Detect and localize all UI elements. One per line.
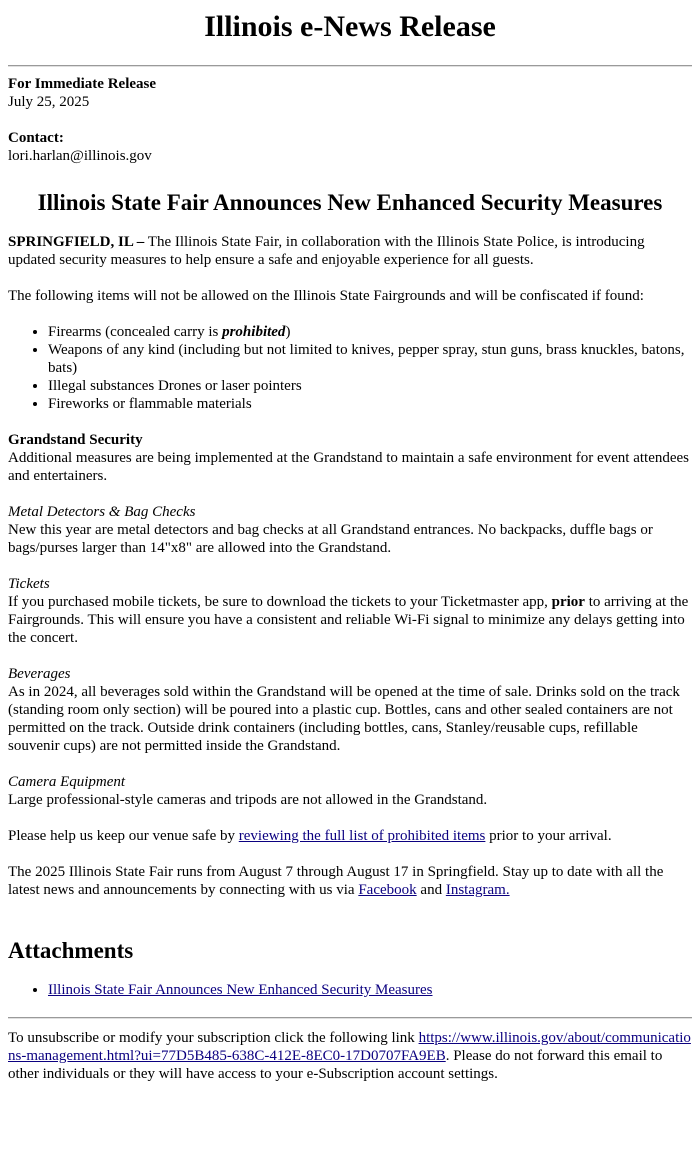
- intro-text: The Illinois State Fair, in collaboration with the Illinois State Police, is introducing updated security measures to help ensure a safe and enjoyable experience for all guests.: [8, 234, 645, 268]
- list-item-substances: • Illegal substances Drones or laser pointers: [48, 377, 692, 395]
- attachment-link[interactable]: Illinois State Fair Announces New Enhanced Security Measures: [48, 982, 433, 998]
- help-paragraph: Please help us keep our venue safe by reviewing the full list of prohibited items prior to your arrival.: [8, 828, 612, 844]
- release-label: For Immediate Release: [8, 76, 157, 92]
- beverages-text: As in 2024, all beverages sold within the Grandstand will be opened at the time of sale. Drinks sold on the track (standing room only section) will be poured into a plastic cup. Bottles, cans and other sealed containers are not permitted on the track. Outside drink containers (including bottles, cans, Stanley/reusable cups, refillable souvenir cups) are not permitted inside the Grandstand.: [8, 684, 680, 754]
- grandstand-title: Grandstand Security: [8, 432, 143, 448]
- prohibited-emphasis: prohibited: [222, 324, 286, 340]
- camera-title: Camera Equipment: [8, 774, 126, 790]
- beverages-title: Beverages: [8, 666, 71, 682]
- list-item: [48, 981, 692, 999]
- release-date: July 25, 2025: [8, 94, 90, 110]
- prohibited-list: [8, 323, 692, 413]
- list-item-weapons: • Weapons of any kind (including but not limited to knives, pepper spray, stun guns, brass knuckles, batons, bats): [48, 341, 692, 377]
- beverages-section: [8, 665, 692, 755]
- closing-paragraph: The 2025 Illinois State Fair runs from August 7 through August 17 in Springfield. Stay up to date with all the latest news and announcements by connecting with us via Facebook and Instagram.: [8, 864, 664, 898]
- attachments-list: [8, 981, 692, 999]
- tickets-title: Tickets: [8, 576, 50, 592]
- unsubscribe-footer: To unsubscribe or modify your subscription click the following link https://www.illinois.gov/about/communications-management.html?ui=77D5B485-638C-412E-8EC0-17D0707FA9EB. Please do not forward this email to other individuals or they will have access to your e-Subscription account settings.: [8, 1030, 691, 1082]
- release-meta: [8, 75, 692, 165]
- facebook-link[interactable]: Facebook: [358, 882, 417, 898]
- camera-section: [8, 773, 692, 809]
- contact-label: Contact:: [8, 130, 64, 146]
- metal-title: Metal Detectors & Bag Checks: [8, 504, 196, 520]
- prohibited-intro: The following items will not be allowed on the Illinois State Fairgrounds and will be confiscated if found:: [8, 288, 644, 304]
- intro-paragraph: [8, 233, 692, 269]
- unsubscribe-link[interactable]: https://www.illinois.gov/about/communications-management.html?ui=77D5B485-638C-412E-8EC0-17D0707FA9EB: [8, 1030, 691, 1064]
- prior-emphasis: prior: [551, 594, 585, 610]
- headline: Illinois State Fair Announces New Enhanced Security Measures: [37, 190, 663, 215]
- grandstand-text: Additional measures are being implemented at the Grandstand to maintain a safe environment for event attendees and entertainers.: [8, 450, 690, 484]
- instagram-link[interactable]: Instagram.: [445, 882, 510, 898]
- dateline: SPRINGFIELD, IL –: [8, 234, 145, 250]
- prohibited-items-link[interactable]: reviewing the full list of prohibited items: [238, 828, 486, 844]
- bottom-divider: [8, 1017, 692, 1019]
- tickets-section: Tickets If you purchased mobile tickets, be sure to download the tickets to your Ticketmaster app, prior to arriving at the Fairgrounds. This will ensure you have a consistent and reliable Wi-Fi signal to minimize any delays getting into the concert.: [8, 576, 689, 646]
- list-item-fireworks: • Fireworks or flammable materials: [48, 395, 692, 413]
- grandstand-section: [8, 431, 692, 485]
- masthead-title: Illinois e-News Release: [204, 10, 496, 43]
- camera-text: Large professional-style cameras and tripods are not allowed in the Grandstand.: [8, 792, 488, 808]
- metal-section: [8, 503, 692, 557]
- top-divider: [8, 65, 692, 67]
- attachments-heading: Attachments: [8, 938, 134, 963]
- list-item-firearms: • Firearms (concealed carry is prohibited): [48, 323, 692, 341]
- contact-email: lori.harlan@illinois.gov: [8, 148, 152, 164]
- metal-text: New this year are metal detectors and bag checks at all Grandstand entrances. No backpacks, duffle bags or bags/purses larger than 14"x8" are allowed into the Grandstand.: [8, 522, 653, 556]
